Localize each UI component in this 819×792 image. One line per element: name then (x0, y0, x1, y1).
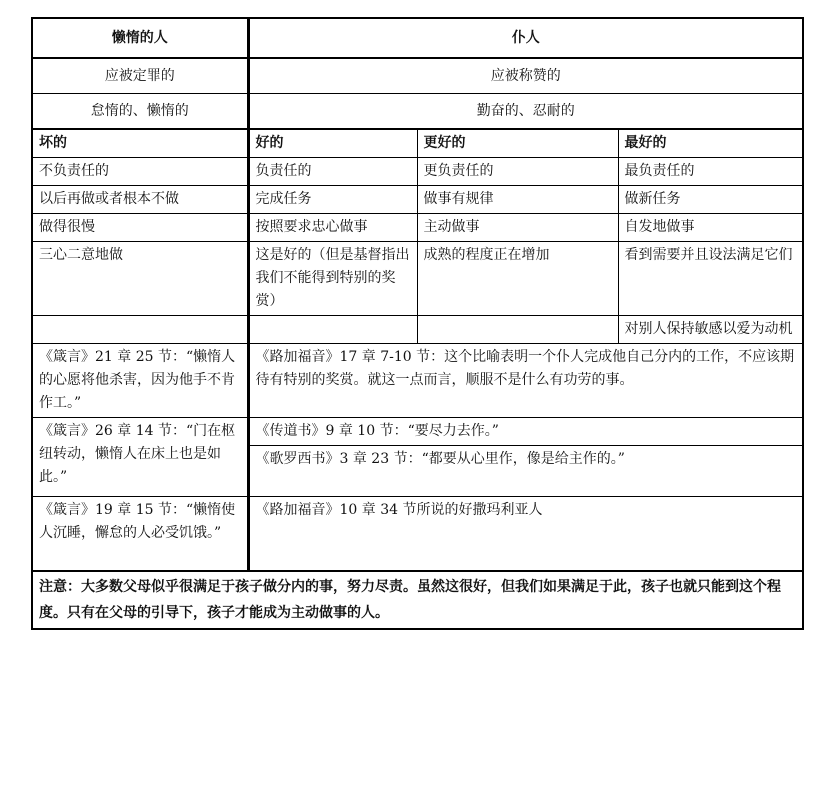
parent-note: 注意：大多数父母似乎很满足于孩子做分内的事，努力尽责。虽然这很好，但我们如果满足于此，孩子也就只能到这个程度。只有在父母的引导下，孩子才能成为主动做事的人。 (32, 571, 803, 629)
verse-row (32, 497, 803, 572)
table-row (32, 214, 803, 242)
cell: 主动做事 (417, 214, 618, 242)
cell: 这是好的（但是基督指出我们不能得到特别的奖赏） (248, 242, 417, 316)
lazy-trait: 怠惰的、懒惰的 (32, 94, 248, 130)
table-row (32, 242, 803, 316)
proverbs-verse: 《箴言》21 章 25 节：“懒惰人的心愿将他杀害，因为他手不肯作工。” (32, 344, 248, 418)
level-good: 好的 (248, 129, 417, 158)
cell (417, 316, 618, 344)
level-bad: 坏的 (32, 129, 248, 158)
level-better: 更好的 (417, 129, 618, 158)
trait-row (32, 94, 803, 130)
proverbs-verse: 《箴言》26 章 14 节：“门在枢纽转动，懒惰人在床上也是如此。” (32, 418, 248, 497)
table-row (32, 316, 803, 344)
ecclesiastes-verse: 《传道书》9 章 10 节：“要尽力去作。” (248, 418, 803, 446)
servant-trait: 勤奋的、忍耐的 (248, 94, 803, 130)
lazy-vs-servant-table (31, 17, 804, 630)
cell: 按照要求忠心做事 (248, 214, 417, 242)
cell: 对别人保持敏感以爱为动机 (618, 316, 803, 344)
luke-samaritan-verse: 《路加福音》10 章 34 节所说的好撒玛利亚人 (248, 497, 803, 572)
cell: 做新任务 (618, 186, 803, 214)
servant-praised: 应被称赞的 (248, 58, 803, 94)
table-row (32, 186, 803, 214)
verse-row (32, 344, 803, 418)
cell: 成熟的程度正在增加 (417, 242, 618, 316)
cell: 更负责任的 (417, 158, 618, 186)
cell: 自发地做事 (618, 214, 803, 242)
cell: 三心二意地做 (32, 242, 248, 316)
cell: 做事有规律 (417, 186, 618, 214)
condemn-row (32, 58, 803, 94)
table-row (32, 158, 803, 186)
verse-row (32, 418, 803, 446)
table-header-row (32, 18, 803, 58)
cell: 以后再做或者根本不做 (32, 186, 248, 214)
lazy-condemned: 应被定罪的 (32, 58, 248, 94)
header-servant: 仆人 (248, 18, 803, 58)
levels-row (32, 129, 803, 158)
colossians-verse: 《歌罗西书》3 章 23 节：“都要从心里作，像是给主作的。” (248, 446, 803, 497)
cell (248, 316, 417, 344)
cell: 最负责任的 (618, 158, 803, 186)
luke-verse: 《路加福音》17 章 7-10 节：这个比喻表明一个仆人完成他自己分内的工作，不应该期待有特别的奖赏。就这一点而言，顺服不是什么有功劳的事。 (248, 344, 803, 418)
cell: 看到需要并且设法满足它们 (618, 242, 803, 316)
header-lazy: 懒惰的人 (32, 18, 248, 58)
proverbs-verse: 《箴言》19 章 15 节：“懒惰使人沉睡，懈怠的人必受饥饿。” (32, 497, 248, 572)
cell: 完成任务 (248, 186, 417, 214)
cell (32, 316, 248, 344)
cell: 不负责任的 (32, 158, 248, 186)
cell: 负责任的 (248, 158, 417, 186)
cell: 做得很慢 (32, 214, 248, 242)
level-best: 最好的 (618, 129, 803, 158)
note-row (32, 571, 803, 629)
